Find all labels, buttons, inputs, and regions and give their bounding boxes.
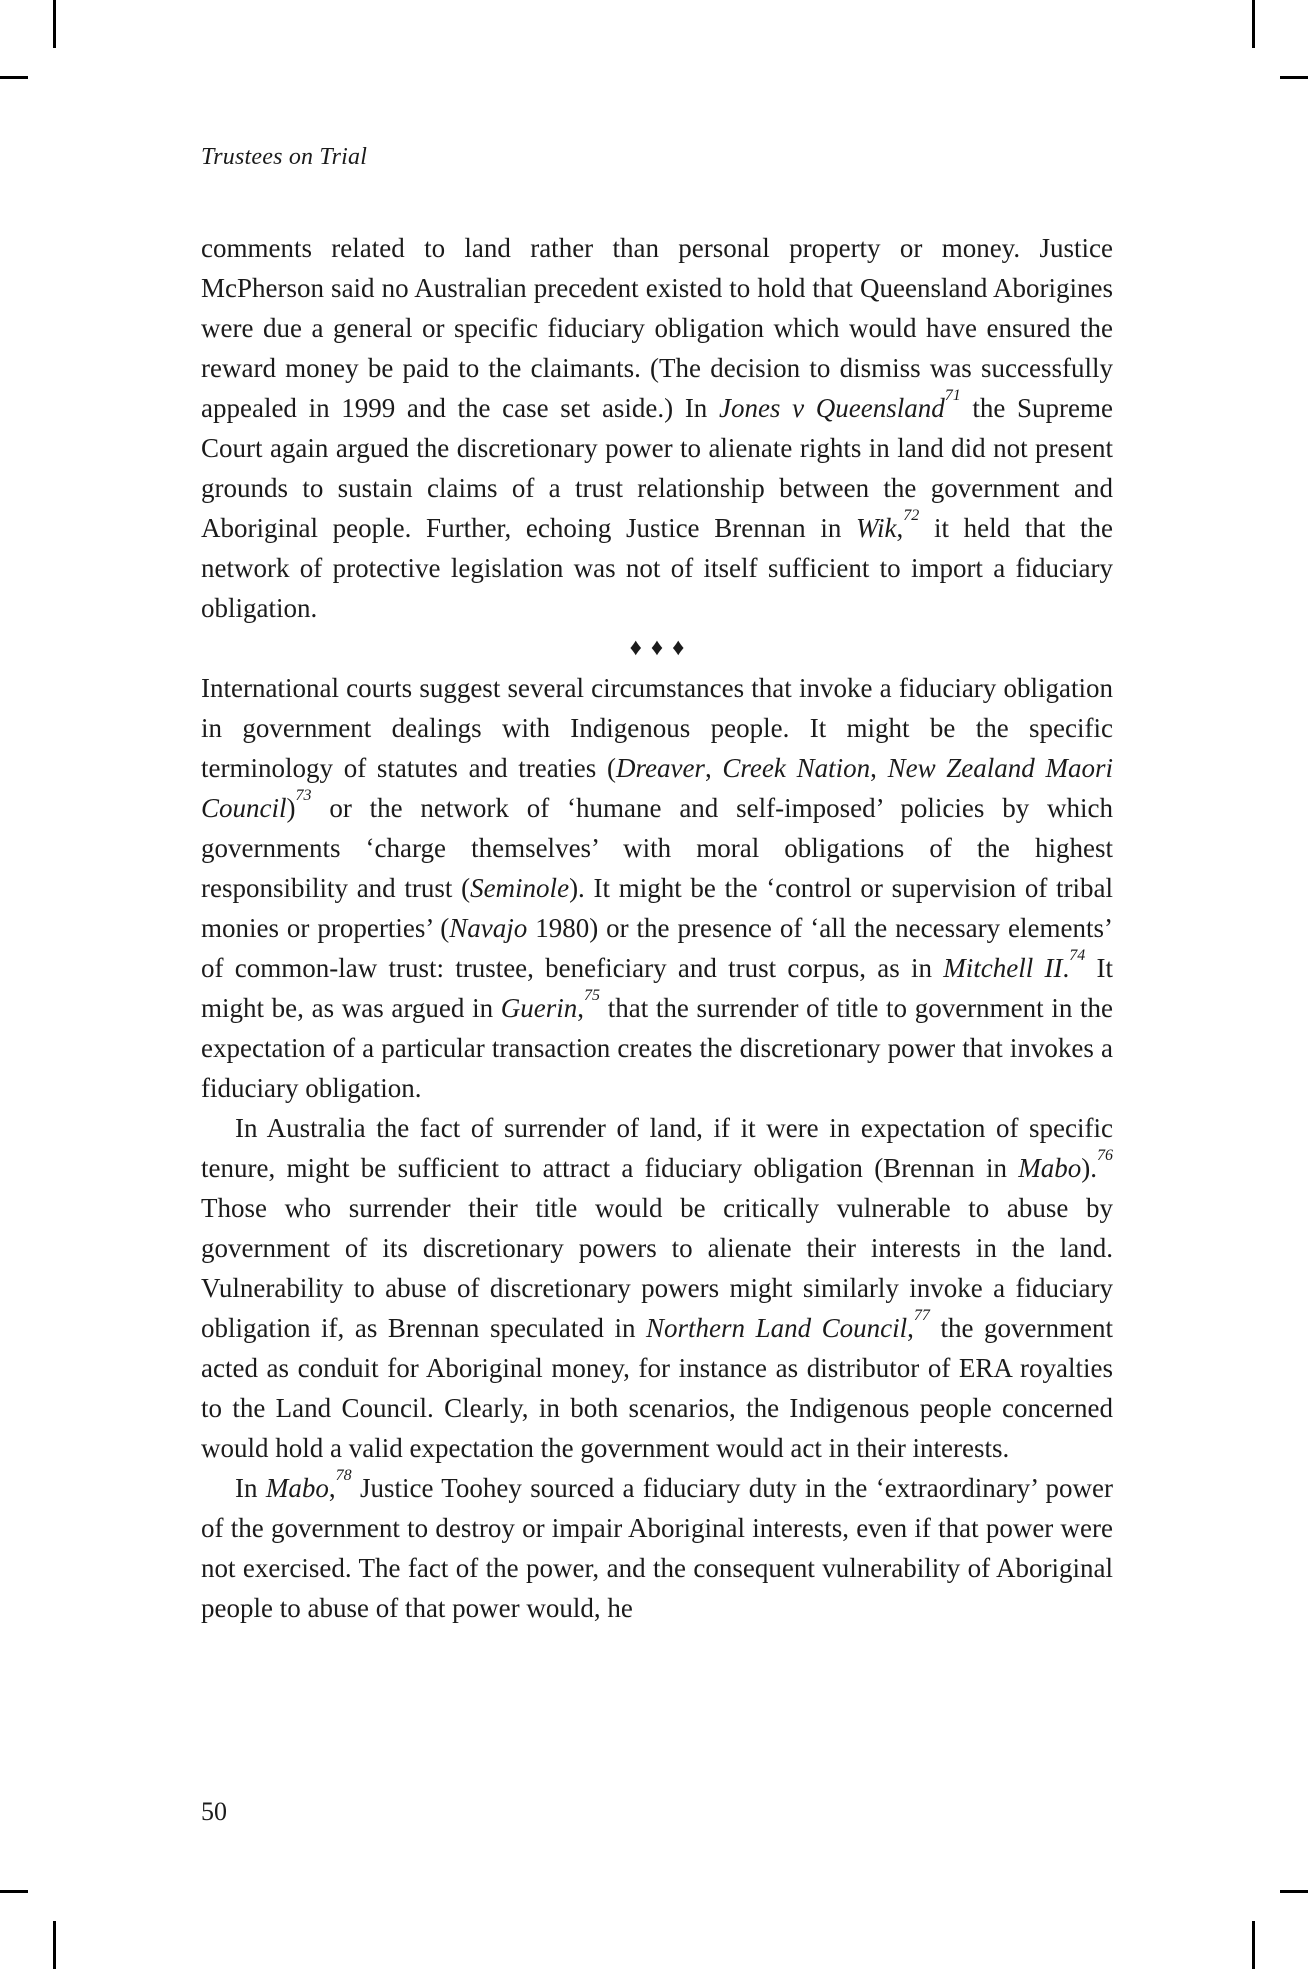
crop-mark-bottom-right-horizontal	[1280, 1890, 1308, 1893]
crop-mark-top-right-vertical	[1252, 0, 1255, 48]
paragraph: comments related to land rather than personal property or money. Justice McPherson said no Australian precedent existed to hold that Queensland Aborigines were due a general or specific fiduciary obligation which would have ensured the reward money be paid to the claimants. (The decision to dismiss was successfully appealed in 1999 and the case set aside.) In Jones v Queensland$^{71}$ the Supreme Court again argued the discretionary power to alienate rights in land did not present grounds to sustain claims of a trust relationship between the government and Aboriginal people. Further, echoing Justice Brennan in Wik,$^{72}$ it held that the network of protective legislation was not of itself sufficient to import a fiduciary obligation.	[201, 233, 1113, 623]
crop-mark-bottom-left-vertical	[53, 1921, 56, 1969]
crop-mark-top-left-horizontal	[0, 76, 28, 79]
paragraph: In Mabo,$^{78}$ Justice Toohey sourced a fiduciary duty in the ‘extraordinary’ power of the government to destroy or impair Aboriginal interests, even if that power were not exercised. The fact of the power, and the consequent vulnerability of Aboriginal people to abuse of that power would, he	[201, 1466, 1113, 1623]
page-number: 50	[201, 1797, 227, 1826]
crop-mark-top-left-vertical	[53, 0, 56, 48]
paragraph: International courts suggest several circumstances that invoke a fiduciary obligation in government dealings with Indigenous people. It might be the specific terminology of statutes and treaties (Dreaver, Creek Nation, New Zealand Maori Council)$^{73}$ or the network of ‘humane and self-imposed’ policies by which governments ‘charge themselves’ with moral obligations of the highest responsibility and trust (Seminole). It might be the ‘control or supervision of tribal monies or properties’ (Navajo 1980) or the presence of ‘all the necessary elements’ of common-law trust: trustee, beneficiary and trust corpus, as in Mitchell II.$^{74}$ It might be, as was argued in Guerin,$^{75}$ that the surrender of title to government in the expectation of a particular transaction creates the discretionary power that invokes a fiduciary obligation.	[201, 673, 1114, 1103]
crop-mark-bottom-left-horizontal	[0, 1890, 28, 1893]
crop-mark-bottom-right-vertical	[1252, 1921, 1255, 1969]
body-text	[201, 228, 1113, 1628]
paragraph: In Australia the fact of surrender of land, if it were in expectation of specific tenure, might be sufficient to attract a fiduciary obligation (Brennan in Mabo).$^{76}$ Those who surrender their title would be critically vulnerable to abuse by government of its discretionary powers to alienate their interests in the land. Vulnerability to abuse of discretionary powers might similarly invoke a fiduciary obligation if, as Brennan speculated in Northern Land Council,$^{77}$ the government acted as conduit for Aboriginal money, for instance as distributor of ERA royalties to the Land Council. Clearly, in both scenarios, the Indigenous people concerned would hold a valid expectation the government would act in their interests.	[201, 1113, 1113, 1463]
section-separator: ♦♦♦	[629, 635, 694, 661]
crop-mark-top-right-horizontal	[1280, 76, 1308, 79]
running-header: Trustees on Trial	[201, 144, 368, 170]
